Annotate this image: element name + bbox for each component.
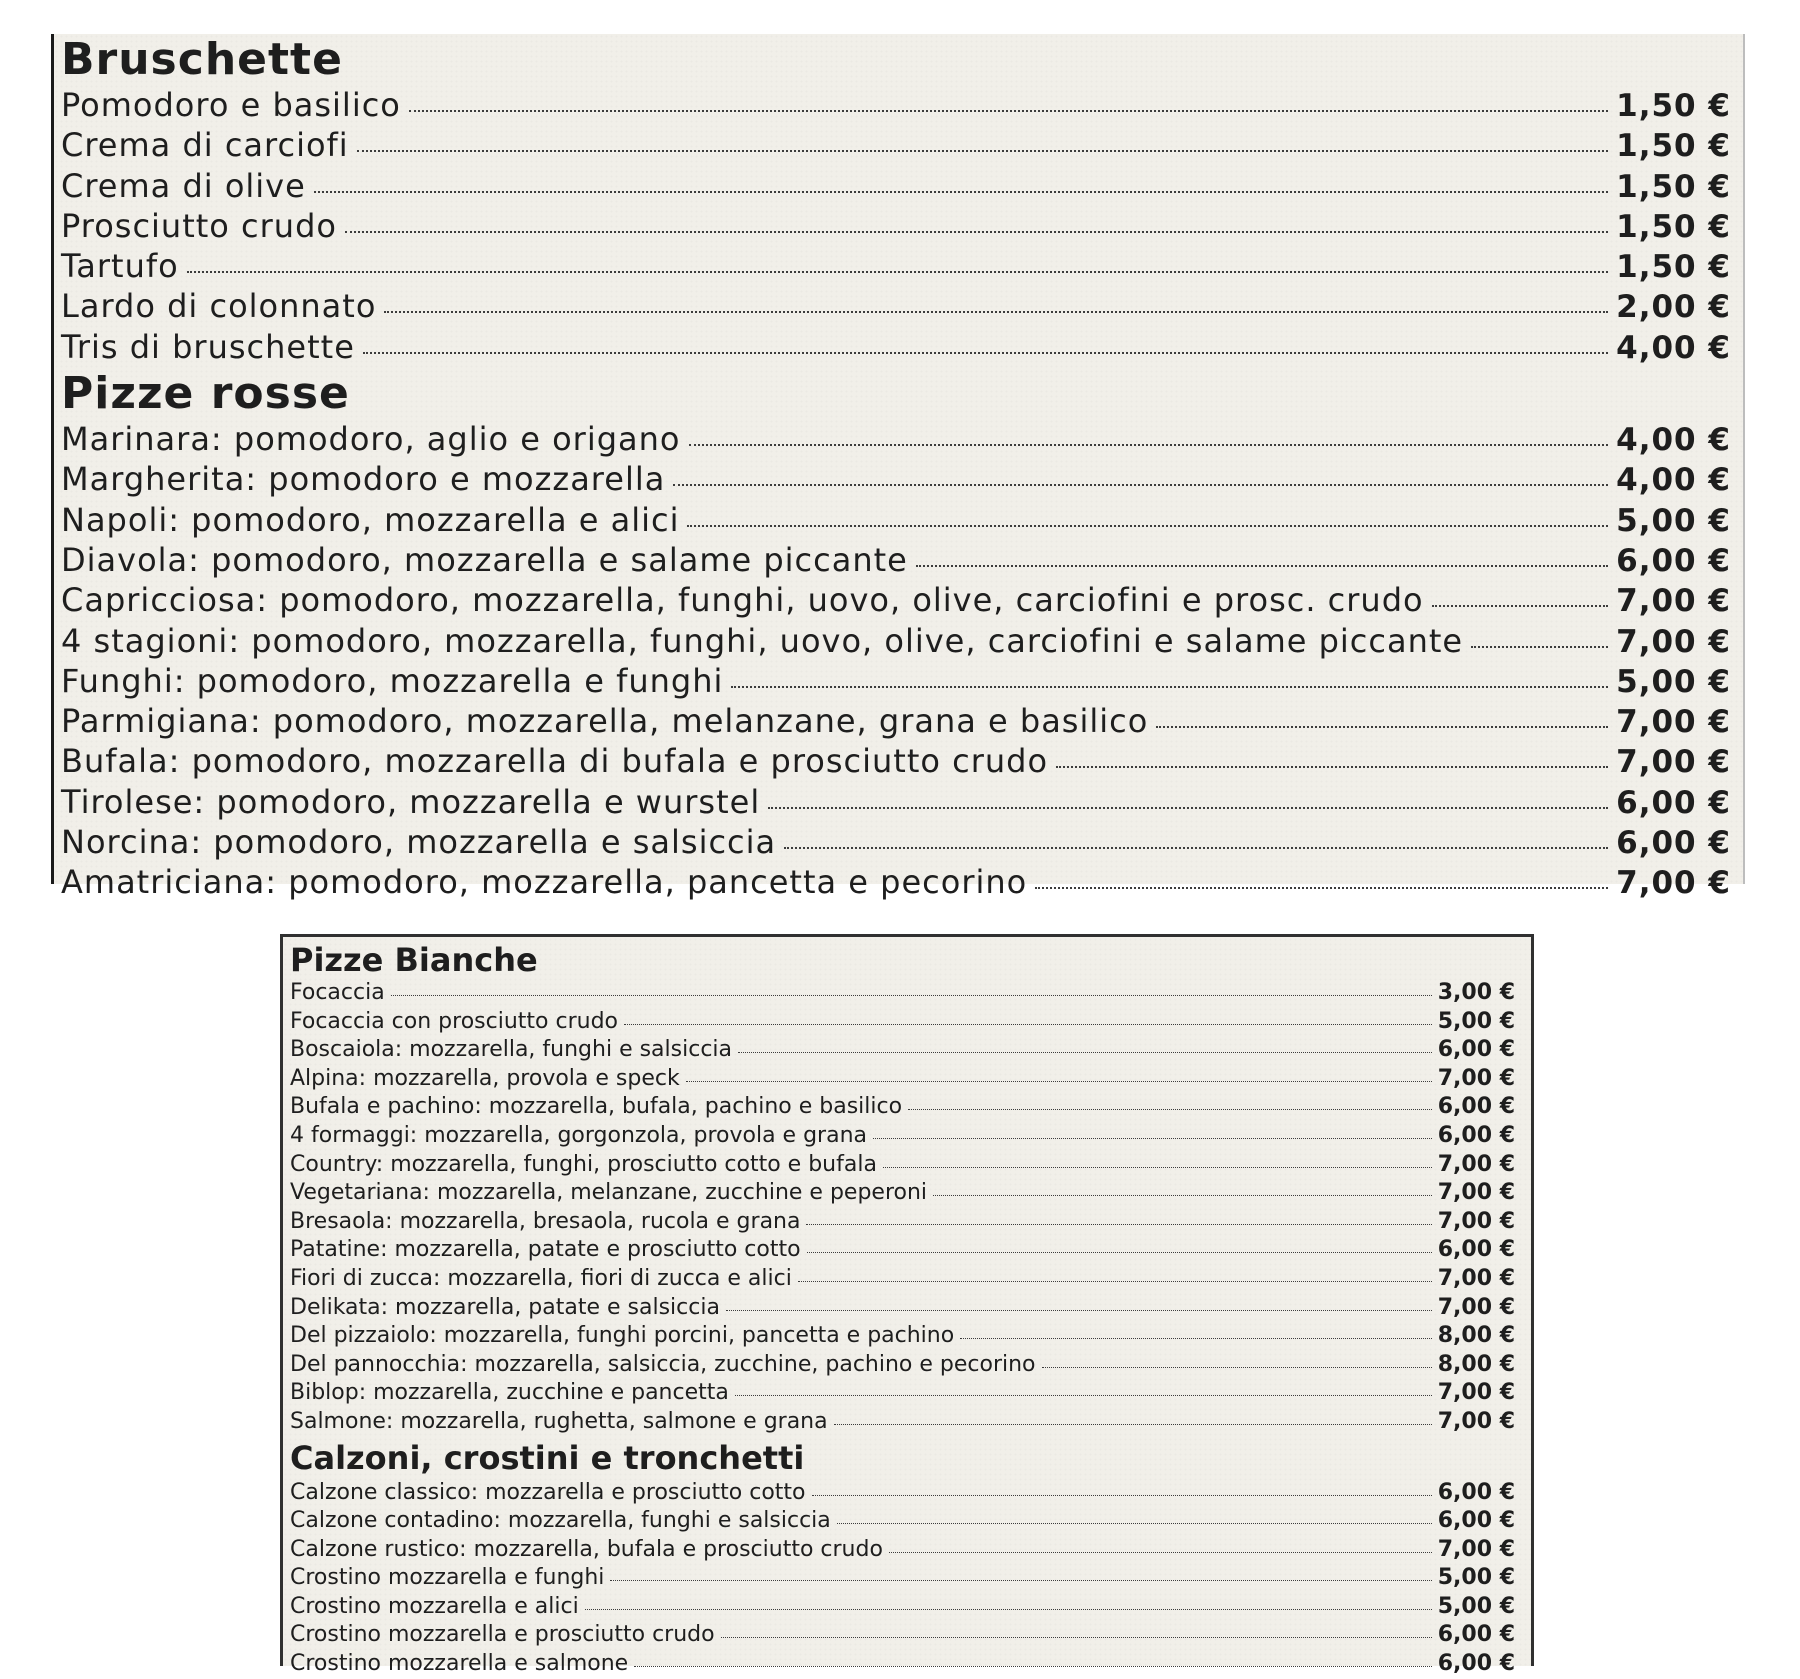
item-price: 5,00 € — [1437, 1593, 1515, 1619]
item-price: 1,50 € — [1616, 168, 1731, 205]
section-title: Pizze rosse — [61, 368, 350, 420]
menu-item — [61, 86, 1731, 126]
item-price: 5,00 € — [1616, 502, 1731, 539]
menu-item — [61, 167, 1731, 207]
menu-item — [61, 126, 1731, 166]
item-name: Norcina: pomodoro, mozzarella e salsiccia — [61, 823, 777, 862]
item-price: 7,00 € — [1616, 583, 1731, 620]
item-price: 7,00 € — [1437, 1536, 1515, 1562]
menu-item — [290, 1122, 1515, 1151]
item-price: 6,00 € — [1616, 784, 1731, 821]
dot-leader — [314, 191, 1608, 193]
menu-item — [290, 1650, 1515, 1679]
menu-item — [290, 1536, 1515, 1565]
item-price: 7,00 € — [1616, 865, 1731, 902]
item-name: Calzone classico: mozzarella e prosciutto cotto — [290, 1479, 806, 1505]
item-price: 1,50 € — [1616, 128, 1731, 165]
item-name: Tris di bruschette — [61, 327, 355, 366]
item-price: 6,00 € — [1616, 825, 1731, 862]
menu-item — [290, 1236, 1515, 1265]
menu-section — [61, 368, 1731, 904]
item-price: 7,00 € — [1437, 1208, 1515, 1234]
item-name: Del pannocchia: mozzarella, salsiccia, zucchine, pachino e pecorino — [290, 1351, 1036, 1377]
section-title: Calzoni, crostini e tronchetti — [290, 1438, 805, 1477]
item-name: Margherita: pomodoro e mozzarella — [61, 460, 666, 499]
item-price: 7,00 € — [1437, 1065, 1515, 1091]
item-price: 5,00 € — [1437, 1008, 1515, 1034]
item-name: Bufala e pachino: mozzarella, bufala, pachino e basilico — [290, 1094, 903, 1120]
menu-item — [290, 1322, 1515, 1351]
dot-leader — [806, 1224, 1431, 1225]
dot-leader — [345, 231, 1608, 233]
section-title: Bruschette — [61, 34, 343, 85]
menu-item — [290, 1294, 1515, 1323]
item-name: Lardo di colonnato — [61, 287, 377, 326]
item-price: 7,00 € — [1437, 1180, 1515, 1206]
item-price: 6,00 € — [1437, 1622, 1515, 1648]
dot-leader — [1035, 887, 1608, 889]
menu-item — [290, 979, 1515, 1008]
menu-item — [290, 1379, 1515, 1408]
dot-leader — [686, 1081, 1432, 1082]
menu-item — [61, 742, 1731, 782]
dot-leader — [735, 1395, 1432, 1396]
item-price: 6,00 € — [1437, 1651, 1515, 1677]
item-name: Focaccia — [290, 980, 385, 1005]
item-price: 7,00 € — [1437, 1380, 1515, 1406]
item-price: 6,00 € — [1437, 1479, 1515, 1505]
item-price: 6,00 € — [1437, 1037, 1515, 1063]
menu-item — [290, 1208, 1515, 1237]
item-price: 7,00 € — [1437, 1151, 1515, 1177]
menu-section — [61, 34, 1731, 368]
dot-leader — [960, 1338, 1432, 1339]
item-price: 6,00 € — [1616, 542, 1731, 579]
menu-item — [290, 1593, 1515, 1622]
item-name: Country: mozzarella, funghi, prosciutto cotto e bufala — [290, 1151, 877, 1177]
dot-leader — [784, 847, 1608, 849]
item-price: 5,00 € — [1437, 1565, 1515, 1591]
dot-leader — [1471, 646, 1608, 648]
dot-leader — [687, 525, 1608, 527]
menu-item — [290, 1265, 1515, 1294]
item-price: 7,00 € — [1437, 1294, 1515, 1320]
item-price: 3,00 € — [1437, 980, 1515, 1005]
item-price: 6,00 € — [1437, 1094, 1515, 1120]
item-name: Focaccia con prosciutto crudo — [290, 1008, 618, 1034]
menu-item — [290, 1008, 1515, 1037]
item-name: Pomodoro e basilico — [61, 86, 401, 124]
item-name: Diavola: pomodoro, mozzarella e salame piccante — [61, 540, 908, 579]
item-price: 2,00 € — [1616, 289, 1731, 326]
item-name: Crostino mozzarella e alici — [290, 1593, 579, 1619]
item-price: 5,00 € — [1616, 663, 1731, 700]
menu-item — [290, 1093, 1515, 1122]
dot-leader — [1042, 1367, 1432, 1368]
item-name: Tirolese: pomodoro, mozzarella e wurstel — [61, 782, 761, 821]
menu-item — [290, 1564, 1515, 1593]
item-name: Parmigiana: pomodoro, mozzarella, melanzane, grana e basilico — [61, 702, 1149, 741]
item-name: Crema di olive — [61, 166, 306, 205]
menu-item — [290, 1065, 1515, 1094]
menu-item — [61, 541, 1731, 581]
menu-item — [290, 1621, 1515, 1650]
item-price: 4,00 € — [1616, 329, 1731, 366]
menu-item — [61, 823, 1731, 863]
item-name: Amatriciana: pomodoro, mozzarella, pancetta e pecorino — [61, 863, 1028, 902]
menu-item — [61, 420, 1731, 460]
item-price: 1,50 € — [1616, 208, 1731, 245]
menu-item — [290, 1151, 1515, 1180]
menu-item — [290, 1507, 1515, 1536]
dot-leader — [916, 565, 1608, 567]
menu-item — [61, 581, 1731, 621]
item-price: 1,50 € — [1616, 249, 1731, 286]
item-price: 1,50 € — [1616, 88, 1731, 124]
item-name: Crema di carciofi — [61, 126, 349, 165]
item-price: 8,00 € — [1437, 1351, 1515, 1377]
item-name: Funghi: pomodoro, mozzarella e funghi — [61, 661, 724, 700]
item-name: Calzone rustico: mozzarella, bufala e prosciutto crudo — [290, 1536, 883, 1562]
menu-section — [290, 1437, 1515, 1679]
menu-item — [61, 662, 1731, 702]
menu-item — [61, 501, 1731, 541]
dot-leader — [384, 311, 1608, 313]
item-price: 8,00 € — [1437, 1323, 1515, 1349]
dot-leader — [357, 150, 1608, 152]
item-price: 6,00 € — [1437, 1237, 1515, 1263]
item-name: Bresaola: mozzarella, bresaola, rucola e grana — [290, 1208, 801, 1234]
dot-leader — [834, 1424, 1432, 1425]
menu-item — [290, 1179, 1515, 1208]
item-name: Crostino mozzarella e funghi — [290, 1565, 605, 1591]
item-price: 7,00 € — [1437, 1265, 1515, 1291]
dot-leader — [624, 1024, 1432, 1025]
menu-item — [61, 460, 1731, 500]
item-price: 6,00 € — [1437, 1122, 1515, 1148]
item-price: 7,00 € — [1437, 1408, 1515, 1434]
menu-sheet-bottom — [280, 934, 1534, 1677]
section-title: Pizze Bianche — [290, 941, 538, 979]
dot-leader — [689, 444, 1609, 446]
dot-leader — [187, 271, 1608, 273]
dot-leader — [721, 1637, 1432, 1638]
dot-leader — [731, 686, 1608, 688]
dot-leader — [812, 1495, 1432, 1496]
menu-item — [61, 328, 1731, 368]
item-name: Bufala: pomodoro, mozzarella di bufala e prosciutto crudo — [61, 742, 1049, 781]
menu-item — [61, 863, 1731, 903]
dot-leader — [610, 1580, 1431, 1581]
menu-item — [61, 247, 1731, 287]
item-price: 6,00 € — [1437, 1508, 1515, 1534]
dot-leader — [889, 1552, 1432, 1553]
item-name: Vegetariana: mozzarella, melanzane, zucchine e peperoni — [290, 1180, 928, 1206]
menu-item — [61, 702, 1731, 742]
item-name: Napoli: pomodoro, mozzarella e alici — [61, 500, 680, 539]
item-name: 4 stagioni: pomodoro, mozzarella, funghi, uovo, olive, carciofini e salame piccante — [61, 621, 1464, 660]
dot-leader — [798, 1281, 1432, 1282]
item-price: 7,00 € — [1616, 704, 1731, 741]
menu-item — [61, 783, 1731, 823]
menu-item — [61, 287, 1731, 327]
dot-leader — [873, 1138, 1432, 1139]
dot-leader — [933, 1195, 1432, 1196]
item-price: 4,00 € — [1616, 422, 1731, 459]
dot-leader — [409, 110, 1608, 112]
item-name: Capricciosa: pomodoro, mozzarella, funghi, uovo, olive, carciofini e prosc. crudo — [61, 581, 1424, 620]
dot-leader — [1432, 605, 1609, 607]
item-name: Patatine: mozzarella, patate e prosciutto cotto — [290, 1237, 801, 1263]
menu-item — [61, 207, 1731, 247]
menu-item — [290, 1351, 1515, 1380]
item-name: Alpina: mozzarella, provola e speck — [290, 1065, 680, 1091]
dot-leader — [883, 1167, 1432, 1168]
item-price: 4,00 € — [1616, 462, 1731, 499]
dot-leader — [726, 1310, 1432, 1311]
item-name: Crostino mozzarella e salmone — [290, 1651, 629, 1677]
item-name: Prosciutto crudo — [61, 206, 337, 245]
item-name: Crostino mozzarella e prosciutto crudo — [290, 1622, 715, 1648]
item-price: 7,00 € — [1616, 744, 1731, 781]
dot-leader — [908, 1109, 1432, 1110]
dot-leader — [363, 352, 1608, 354]
menu-item — [61, 622, 1731, 662]
dot-leader — [391, 995, 1432, 996]
item-name: 4 formaggi: mozzarella, gorgonzola, provola e grana — [290, 1122, 868, 1148]
item-name: Marinara: pomodoro, aglio e origano — [61, 420, 681, 459]
item-name: Delikata: mozzarella, patate e salsiccia — [290, 1294, 720, 1320]
dot-leader — [738, 1052, 1432, 1053]
dot-leader — [673, 484, 1608, 486]
item-name: Salmone: mozzarella, rughetta, salmone e grana — [290, 1408, 828, 1434]
item-name: Calzone contadino: mozzarella, funghi e salsiccia — [290, 1508, 831, 1534]
item-price: 7,00 € — [1616, 623, 1731, 660]
dot-leader — [1156, 726, 1608, 728]
dot-leader — [585, 1609, 1432, 1610]
menu-item — [290, 1479, 1515, 1508]
item-name: Tartufo — [61, 247, 179, 286]
item-name: Del pizzaiolo: mozzarella, funghi porcini, pancetta e pachino — [290, 1323, 955, 1349]
dot-leader — [807, 1252, 1432, 1253]
dot-leader — [1056, 766, 1608, 768]
dot-leader — [634, 1666, 1432, 1667]
dot-leader — [837, 1523, 1432, 1524]
dot-leader — [768, 807, 1608, 809]
menu-item — [290, 1408, 1515, 1437]
menu-sheet-top — [51, 34, 1745, 902]
menu-section — [290, 941, 1515, 1437]
item-name: Boscaiola: mozzarella, funghi e salsiccia — [290, 1037, 733, 1063]
item-name: Fiori di zucca: mozzarella, fiori di zucca e alici — [290, 1265, 792, 1291]
menu-item — [290, 1036, 1515, 1065]
item-name: Biblop: mozzarella, zucchine e pancetta — [290, 1380, 729, 1406]
